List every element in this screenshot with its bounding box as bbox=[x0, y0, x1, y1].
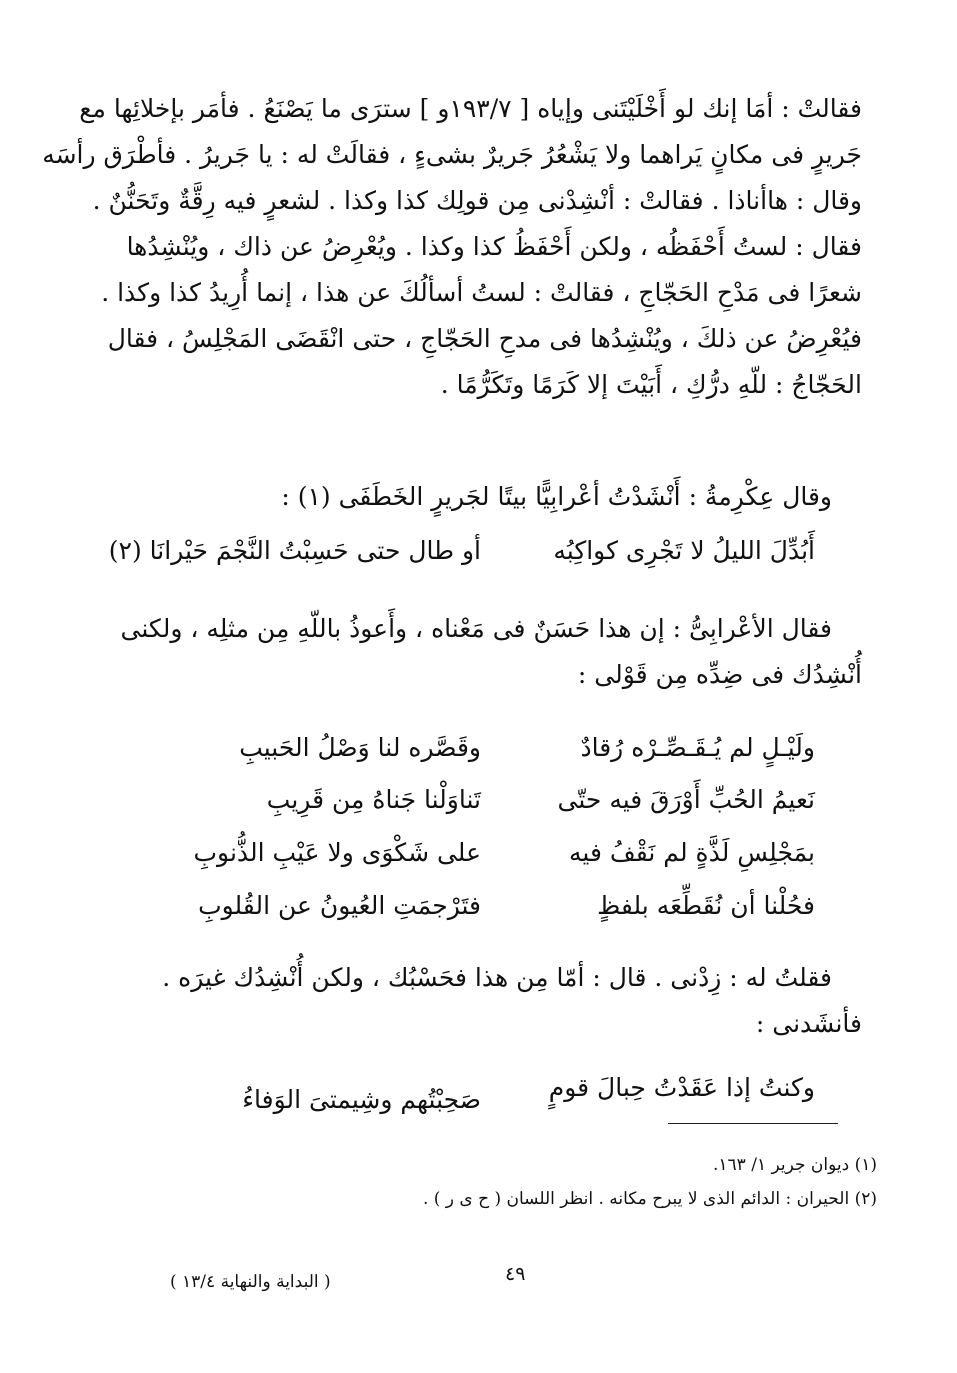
verse-first-hemistich: وكنتُ إذا عَقَدْتُ حِبالَ قومٍ bbox=[548, 1073, 815, 1102]
verse-second-hemistich: صَحِبْتُهم وشِيمتىَ الوَفاءُ bbox=[242, 1085, 481, 1114]
verse-first-hemistich: بمَجْلِسِ لَذَّةٍ لم نَقْفُ فيه bbox=[569, 838, 815, 867]
text-line: وقال : هاأناذا . فقالتْ : أنْشِدْنى مِن قولِك كذا وكذا . لشعرٍ فيه رِقَّةٌ وتَحَنُّنٌ . bbox=[92, 186, 862, 215]
verse-second-hemistich: فتَرْجمَتِ العُيونُ عن القُلوبِ bbox=[198, 891, 481, 920]
verse-second-hemistich: وقَصَّره لنا وَصْلُ الحَبيبِ bbox=[239, 733, 481, 762]
verse-first-hemistich: نَعيمُ الحُبِّ أَوْرَقَ فيه حتّى bbox=[557, 785, 815, 814]
verse-second-hemistich: على شَكْوَى ولا عَيْبِ الذُّنوبِ bbox=[193, 838, 481, 867]
paragraph bbox=[132, 955, 862, 1047]
running-footer: ( البداية والنهاية ١٣/٤ ) bbox=[170, 1272, 331, 1292]
text-line: فقلتُ له : زِدْنى . قال : أمّا مِن هذا فحَسْبُك ، ولكن أُنْشِدُك غيرَه . bbox=[162, 963, 832, 992]
footnote-separator bbox=[668, 1123, 838, 1124]
verse-second-hemistich: أو طال حتى حَسِبْتُ النَّجْمَ حَيْرانَا (٢) bbox=[108, 536, 481, 565]
paragraph bbox=[120, 606, 862, 698]
verse-first-hemistich: أَبُدِّلَ الليلُ لا تَجْرِى كواكِبُه bbox=[553, 536, 815, 565]
text-line: شعرًا فى مَدْحِ الحَجّاجِ ، فقالتْ : لستُ أسألُكَ عن هذا ، إنما أُرِيدُ كذا وكذا . bbox=[101, 278, 862, 307]
text-line: فقال : لستُ أَحْفَظُه ، ولكن أَحْفَظُ كذا وكذا . ويُعْرِضُ عن ذاك ، ويُنْشِدُها bbox=[126, 232, 862, 261]
paragraph bbox=[132, 474, 862, 520]
verse-second-hemistich: تَناوَلْنا جَناهُ مِن قَرِيبِ bbox=[266, 785, 481, 814]
verse-first-hemistich: ولَيْـلٍ لم يُـقَـصِّـرْه رُقادٌ bbox=[580, 733, 815, 762]
text-line: فقالتْ : أمَا إنك لو أَخْلَيْتَنى وإياه [ ١٩٣/٧و ] سترَى ما يَصْنَعُ . فأمَر بإخلائِها مع bbox=[79, 94, 862, 123]
text-line: أُنْشِدُك فى ضِدِّه مِن قَوْلى : bbox=[577, 660, 862, 689]
text-line: الحَجّاجُ : للّهِ درُّكِ ، أَبَيْتَ إلا كَرَمًا وتَكَرُّمًا . bbox=[440, 370, 862, 399]
text-line: فقال الأعْرابِىُّ : إن هذا حَسَنٌ فى مَعْناه ، وأَعوذُ باللّهِ مِن مثلِه ، ولكنى bbox=[120, 614, 832, 643]
text-line: فيُعْرِضُ عن ذلكَ ، ويُنْشِدُها فى مدحِ الحَجّاجِ ، حتى انْقَضَى المَجْلِسُ ، فقال bbox=[107, 324, 862, 353]
verse-first-hemistich: فحُلْنا أن نُقَطِّعَه بلفظٍ bbox=[597, 891, 815, 920]
page-number: ٤٩ bbox=[505, 1263, 526, 1285]
footnote: (٢) الحيران : الدائم الذى لا يبرح مكانه . انظر اللسان ( ح ى ر ) . bbox=[422, 1189, 877, 1209]
paragraph bbox=[42, 86, 862, 408]
text-line: وقال عِكْرِمةُ : أَنْشَدْتُ أعْرابِيًّا بيتًا لجَريرٍ الخَطَفَى (١) : bbox=[281, 482, 832, 511]
text-line: جَريرٍ فى مكانٍ يَراهما ولا يَشْعُرُ جَريرٌ بشىءٍ ، فقالَتْ له : يا جَريرُ . فأطْرَق رأسَه bbox=[42, 140, 862, 169]
text-line: فأنشَدنى : bbox=[755, 1009, 862, 1038]
footnote: (١) ديوان جرير ١/ ١٦٣. bbox=[712, 1155, 877, 1175]
